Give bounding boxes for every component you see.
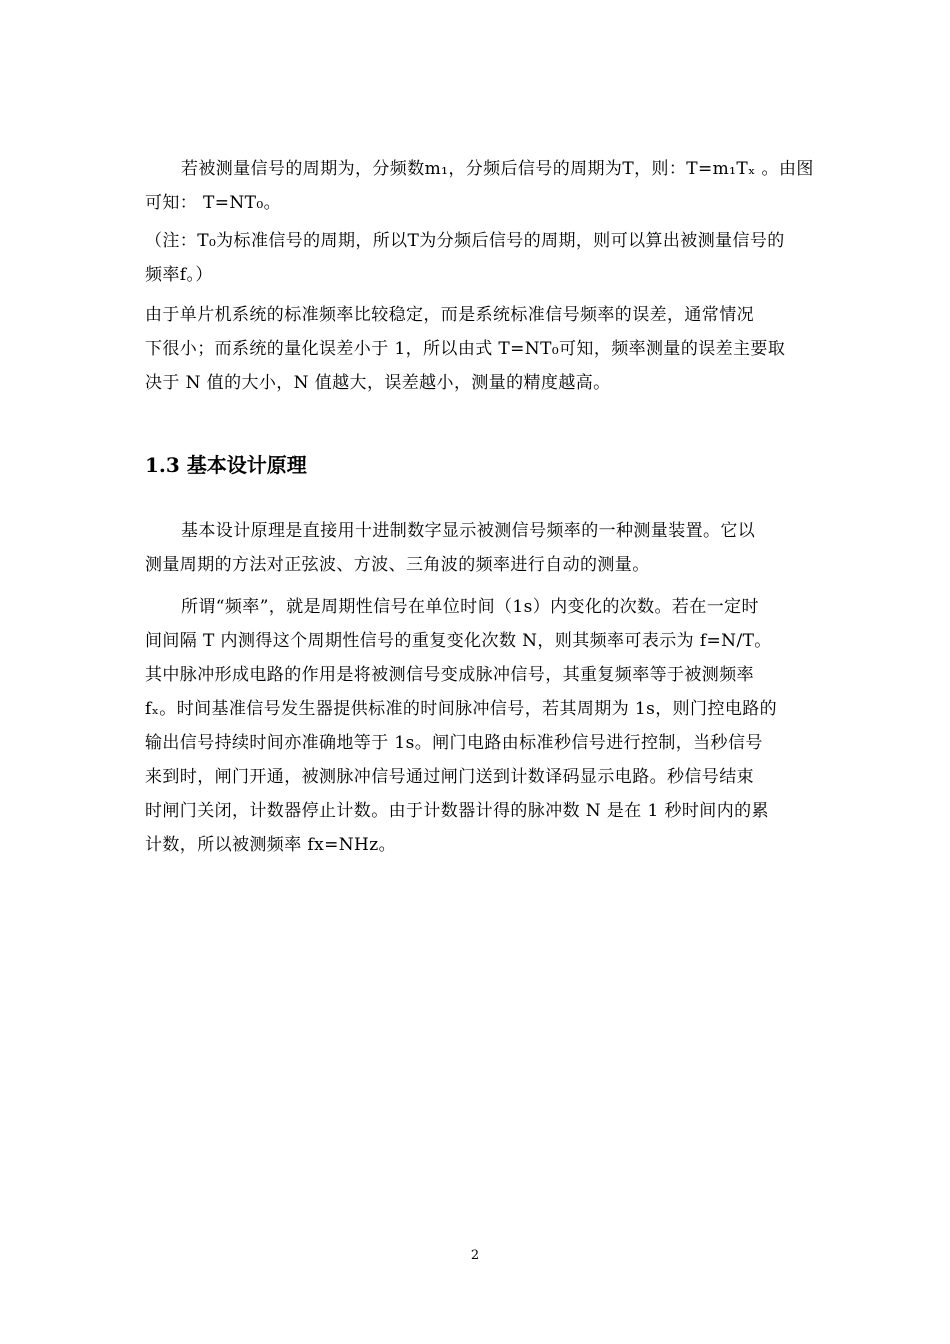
text-line: 输出信号持续时间亦准确地等于 1s。闸门电路由标准秒信号进行控制，当秒信号: [145, 733, 763, 753]
text-line: 所谓“频率”，就是周期性信号在单位时间（1s）内变化的次数。若在一定时: [181, 597, 759, 617]
section-heading: 1.3 基本设计原理: [145, 453, 307, 477]
text-line: fₓ。时间基准信号发生器提供标准的时间脉冲信号，若其周期为 1s，则门控电路的: [145, 699, 778, 719]
text-line: 时闸门关闭，计数器停止计数。由于计数器计得的脉冲数 N 是在 1 秒时间内的累: [145, 801, 769, 821]
paragraph-design-principle: [145, 514, 810, 582]
text-line: 测量周期的方法对正弦波、方波、三角波的频率进行自动的测量。: [145, 555, 650, 575]
text-line: 决于 N 值的大小，N 值越大，误差越小，测量的精度越高。: [145, 373, 611, 393]
text-line: 若被测量信号的周期为，分频数m₁，分频后信号的周期为T，则：T=m₁Tₓ 。由图: [181, 159, 814, 179]
paragraph-error-analysis: [145, 298, 810, 400]
text-line: （注：T₀为标准信号的周期，所以T为分频后信号的周期，则可以算出被测量信号的: [145, 231, 785, 251]
text-line: 来到时，闸门开通，被测脉冲信号通过闸门送到计数译码显示电路。秒信号结束: [145, 767, 754, 787]
text-line: 间间隔 T 内测得这个周期性信号的重复变化次数 N，则其频率可表示为 f=N/T。: [145, 631, 772, 651]
paragraph-period-definition: [145, 152, 814, 220]
text-line: 可知： T=NT₀。: [145, 193, 282, 213]
text-line: 由于单片机系统的标准频率比较稳定，而是系统标准信号频率的误差，通常情况: [145, 305, 754, 325]
text-line: 计数，所以被测频率 fx=NHz。: [145, 835, 396, 855]
page-number: 2: [470, 1248, 480, 1263]
text-line: 基本设计原理是直接用十进制数字显示被测信号频率的一种测量装置。它以: [181, 521, 756, 541]
paragraph-frequency-explanation: [145, 590, 810, 862]
text-line: 下很小；而系统的量化误差小于 1，所以由式 T=NT₀可知，频率测量的误差主要取: [145, 339, 786, 359]
text-line: 频率f。）: [145, 265, 213, 285]
paragraph-note: [145, 224, 810, 292]
text-line: 其中脉冲形成电路的作用是将被测信号变成脉冲信号，其重复频率等于被测频率: [145, 665, 754, 685]
